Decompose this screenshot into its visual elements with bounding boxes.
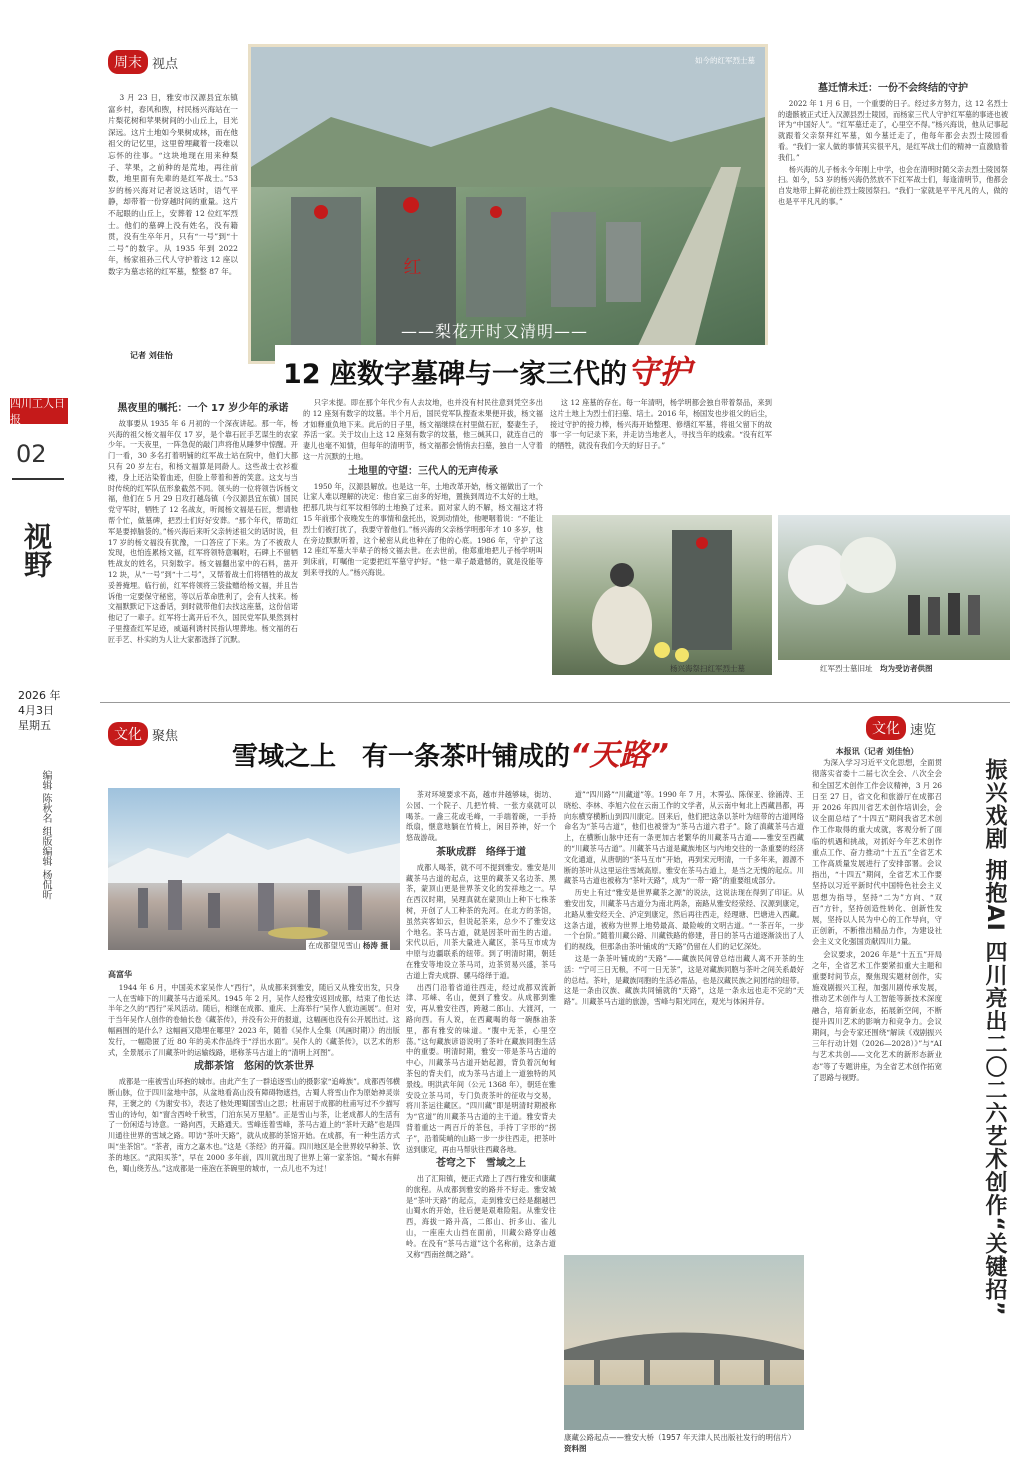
chengdu-illustration xyxy=(108,788,400,950)
tea-headline-main: 雪域之上 有一条茶叶铺成的 xyxy=(232,742,571,772)
weekend-tag-red: 周末 xyxy=(108,50,148,74)
tea-para-6: 出了汇阳镇，便正式踏上了西行雅安和康藏的旅程。从成都到雅安的路并不好走。雅安城是“茶叶天路”的起点，走到雅安已经是翻越巴山蜀水的开始，往后便是艰难险阻。从雅安往西，海拔一路升高，二郎山、折多山、雀儿山，一座座大山挡在面前，川藏公路穿山越岭。在没有“茶马古道”这个名称前，这条古道又称“西南丝绸之路”。 xyxy=(406,1174,556,1259)
tea-tag xyxy=(108,722,178,746)
brief-para-2: 会议要求，2026 年是“十五五”开局之年，全省艺术工作要紧扣重大主题和重要时间节点，聚焦现实题材创作，实施戏剧振兴工程，加强川剧传承发展，推动艺术创作与人工智能等新技术深度融合，培育新业态，拓展新空间，不断提升四川艺术的影响力和竞争力。会议期间，与会专家还围绕“解读《戏剧振兴三年行动计划（2026—2028）》”与“AI 与艺术共创——文化艺术的新形态新业态”等了专题讲座，为全省艺术创作拓宽了思路与视野。 xyxy=(812,949,942,1082)
weekend-byline: 记者 刘佳怡 xyxy=(130,351,173,360)
weekend-sub-1: 黑夜里的嘱托：一个 17 岁少年的承诺 xyxy=(117,403,289,414)
brief-vertical-headline: 振兴戏剧 拥抱AI 四川亮出二〇二六艺术创作“关键招” xyxy=(982,758,1007,1317)
weekend-intro-text: 3 月 23 日，雅安市汉源县宜东镇富乡村，春风和煦，村民杨兴海站在一片梨花树和苹果树间的小山丘上，目光深远。这片土地如今果树成林，而在他祖父的记忆里，这里曾埋藏着一段难以忘怀的往事。“这块地现在用来种梨子、苹果，之前种的是荒地，再往前数，地里面有先辈的是红军战士。”53 岁的杨兴海对记者说这话时，语气平静，却带着一份穿越时间的重量。这片不起眼的山丘上，安葬着 12 位红军烈士。他们的墓碑上没有姓名，没有籍贯，没有生卒年月，只有“一号”到“十二号”的数字。从 1935 年到 2022 年，杨家祖孙三代人守护着这 12 座以数字为墓志铭的红军墓，整整 87 年。 xyxy=(108,93,238,276)
chengdu-photo-caption xyxy=(306,940,390,951)
sweeping-photo xyxy=(552,515,772,675)
weekend-tag xyxy=(108,50,178,74)
tea-para-5: 出西门沿着省道往西走，经过成都双流新津、邛崃、名山，便到了雅安。从成都到雅安，再从雅安往西，跨越二郎山、大渡河，一路向西。有人说，在西藏喝的每一碗酥油茶里，都有雅安的味道。“腹中无茶，心里空荡。”这句藏族谚语说明了茶叶在藏族同胞生活中的重要。明清时期，雅安一带是茶马古道的中心，川藏茶马古道开始起源，背负着沉甸甸茶包的背夫们，成为茶马古道上一道独特的风景线。明洪武年间（公元 1368 年），朝廷在雅安设立茶马司，专门负责茶叶的征收与交易，将川茶运往藏区。“四川藏”即是明清时期被称为“官道”的川藏茶马古道的主干道。雅安背夫背着重达一两百斤的茶包，手持丁字形的“拐子”，沿着陡峭的山路一步一步往西走，把茶叶送到康定，再由马帮驮往西藏各地。 xyxy=(406,982,556,1154)
tea-headline xyxy=(232,730,669,774)
tea-sub-2: 茶耿成群 络绎于道 xyxy=(436,846,526,858)
tea-sub-3: 苍穹之下 雪域之上 xyxy=(436,1158,526,1170)
cemetery-photo xyxy=(248,44,768,364)
sweeping-illustration xyxy=(552,515,772,675)
old-site-photo xyxy=(778,515,1010,660)
weekend-headline-main: 12 座数字墓碑与一家三代的 xyxy=(283,359,627,390)
weekend-para-2: 只字未提。即在那个年代少有人去坟地，也并没有村民往意到凭空多出的 12 座刻有数字的坟墓。半个月后，国民党军队搜查未果便开拔，杨文福才如释重负地下来。此后的日子里，杨文福继续在村里做石匠，娶妻生子，养活一家。关于坟山上这 12 座刻有数字的坟墓，他三缄其口，就连自己的妻儿也毫不知情，但每年的清明节，杨文福都会悄悄去扫墓，独自一人守着这一片沉默的土地。 xyxy=(303,398,543,461)
svg-text:红: 红 xyxy=(400,257,422,275)
weekend-intro xyxy=(108,92,238,360)
masthead-logo: 四川工人日报 xyxy=(10,398,68,424)
cemetery-photo-caption: 如今的红军烈士墓 xyxy=(695,56,755,65)
tea-author: 高富华 xyxy=(108,970,132,979)
weekend-headline xyxy=(275,345,781,395)
weekend-headline-accent: 守护 xyxy=(626,353,691,391)
weekend-para-4: 这 12 座墓的存在。每一年清明，杨学明都会独自带着祭品，来到这片土地上为烈士们扫墓、培土。2016 年，杨国发也步祖父的后尘，接过守护的接力棒，杨兴海开始整理、修缮红军墓，将祖父留下的故事一字一句记录下来，并走访当地老人，寻找当年的线索。“没有红军的牺牲，就没有我们今天的好日子。” xyxy=(550,398,772,451)
issue-year: 2026 年 xyxy=(18,689,61,702)
tea-para-9: 这是一条茶叶铺成的“天路”——藏族民间曾总结出藏人离不开茶的生活：“宁可三日无粮，不可一日无茶”，这是对藏族同胞与茶叶之间关系最好的总结。茶叶，是藏族同胞的生活必需品，也是汉藏民族之间团结的纽带。这是一条由汉族、藏族共同铺就的“天路”，这是一条永远也走不完的“天路”。川藏茶马古道的旅游，雪峰与阳光同在，观光与体闲并存。 xyxy=(564,953,804,1007)
old-site-caption xyxy=(820,663,933,674)
brief-tag-red: 文化 xyxy=(866,716,906,740)
weekend-col-4 xyxy=(778,44,1008,514)
tea-para-4: 成都人喝茶，就不可不提到雅安。雅安是川藏茶马古道的起点，这里的藏茶又名边茶、黑茶，蒙顶山更是世界茶文化的发祥地之一。早在西汉时期，吴理真就在蒙顶山上种下七株茶树，开创了人工种茶的先河。在北方的茶馆，虽然宾客如云，但说起茶来，总少不了雅安这个地名。茶马古道，就是因茶叶而生的古道。宋代以后，川茶大量进入藏区，茶马互市成为中原与边疆联系的纽带。到了明清时期，朝廷在雅安等地设立茶马司，边茶贸易兴盛，茶马古道上背夫成群、骡马络绎于道。 xyxy=(406,862,556,980)
section-divider xyxy=(100,702,1010,703)
bridge-postcard xyxy=(564,1255,804,1430)
bridge-illustration xyxy=(564,1255,804,1430)
brief-col xyxy=(812,746,942,1456)
issue-weekday: 星期五 xyxy=(18,719,51,732)
tea-tag-black: 聚焦 xyxy=(152,728,179,744)
section-name: 视野 xyxy=(20,522,53,578)
weekend-para-6: 杨兴海的儿子杨永今年刚上中学，也会在清明时随父亲去烈士陵园祭扫。如今，53 岁的杨兴海仍然放不下红军战士们，每逢清明节，他都会自发地带上鲜花前往烈士陵园祭扫。“我们一家就是平平凡凡的人，做的也是平平凡凡的事。” xyxy=(778,164,1008,206)
weekend-col-2 xyxy=(303,398,543,692)
weekend-sub-2: 土地里的守望：三代人的无声传承 xyxy=(348,465,498,477)
bridge-caption-text: 康藏公路起点——雅安大桥（1957 年天津人民出版社发行的明信片） xyxy=(564,1433,796,1442)
weekend-col-1 xyxy=(108,400,298,690)
rail-divider xyxy=(12,478,64,480)
old-site-illustration xyxy=(778,515,1010,660)
issue-month-day: 4月3日 xyxy=(18,704,54,717)
weekend-para-3: 1950 年，汉源县解放。也是这一年，土地改革开始，杨文福做出了一个让家人难以理解的决定：他自家三亩多的好地，置换到周边不太好的土地，把那几块与红军坟相邻的土地换了过来。面对家人的不解，杨文福这才将 15 年前那个夜晚发生的事情和盘托出，说到动情处，他哽咽着说：“不能让烈士们被打扰了，我要守着他们。”杨兴海的父亲杨学明那年才 10 多岁，他在旁边默默听着，这个秘密从此也种在了他的心底。1986 年，守护了这 12 座红军墓大半辈子的杨文福去世。在去世前，他郑重地把儿子杨学明叫到床前，叮嘱他一定要把红军墓守护好。“他一辈子最遗憾的，就是没能等到来寻找的人。”杨兴海说。 xyxy=(303,481,543,577)
tea-para-8: 历史上有过“雅安是世界藏茶之源”的说法，这说法现在得到了印证。从雅安出发，川藏茶马古道分为南北两条，南路从雅安经荥经、汉源到康定，北路从雅安经天全、泸定到康定，然后再往西走，经理塘、巴塘进入西藏。这条古道，被称为世界上地势最高、最险峻的文明古道。“一茶百年，一步一个台阶。”随着川藏公路、川藏铁路的修建，昔日的茶马古道逐渐淡出了人们的视线，但那条由茶叶铺成的“天路”仍留在人们的记忆深处。 xyxy=(564,888,804,952)
brief-tag xyxy=(866,716,936,740)
old-site-caption-text: 红军烈士墓旧址 xyxy=(820,664,873,673)
tea-col-1 xyxy=(108,970,400,1460)
cemetery-illustration xyxy=(251,47,765,361)
chengdu-caption-text: 在成都望见雪山 xyxy=(308,941,361,950)
tea-para-2: 成都是一座被雪山环抱的城市。由此产生了一群追逐雪山的摄影家“追峰族”。成都西邻横断山脉，位于四川盆地中部，从盆地看高山没有障碍物遮挡，古蜀人将雪山作为原始神灵崇拜，王褒之的《为谢安书》，表达了他处理蜀国雪山之思；杜甫居于成都的杜甫写过不少描写雪山的诗句，如“窗含西岭千秋雪，门泊东吴万里船”。正是雪山与茶，让老成都人的生活有了一份闲适与诗意。一路向西，天路通天。雪峰连着雪峰，茶马古道上的“茶叶天路”也是四川通往世界的雪域之路。叩访“茶叶天路”，就从成都的茶馆开始。在成都，有一种生活方式叫“坐茶馆”。“茶者，南方之嘉木也。”这是《茶经》的开篇。四川地区是全世界较早种茶、饮茶的地区。“武阳买茶”，早在 2000 多年前，四川就出现了世界上第一家茶馆。“蜀水有鲜色，蜀山绕芳丛。”这成都是一座泡在茶碗里的城市，一点儿也不为过！ xyxy=(108,1077,400,1173)
tea-col-3 xyxy=(564,790,804,1250)
weekend-para-5: 2022 年 1 月 6 日，一个重要的日子。经过多方努力，这 12 名烈士的遗骸被正式迁入汉源县烈士陵园，而杨家三代人守护红军墓的事迹也被评为“中国好人”。“红军墓迁走了，心里空不得。”杨兴海说，他从记事起就跟着父亲祭拜红军墓，如今墓迁走了，他每年都会去烈士陵园看看。“我们一家人做的事情其实很平凡，是红军战士们的精神一直激励着我们。” xyxy=(778,98,1008,162)
bridge-credit: 资料图 xyxy=(564,1444,587,1453)
tea-para-7: 道”“四川路”“川藏道”等。1990 年 7 月，木霁弘、陈保亚、徐涌涛、王晓松、李林、李旭六位在云南工作的文学者，从云南中甸北上西藏昌都，再向东横穿横断山到四川康定。回来后，他们把这条以茶叶为纽带的古道网络命名为“茶马古道”，他们也被誉为“茶马古道六君子”。除了滇藏茶马古道上，在横断山脉中还有一条更加古老繁华的川藏茶马古道——雅安至西藏的“川藏茶马古道”。川藏茶马古道是藏族地区与内地交往的一条重要的经济文化通道，从唐朝的“茶马互市”开始，再到宋元明清，一千多年来，源源不断的茶叶从这里运往雪域高原。雅安在茶马古道上，是当之无愧的起点。川藏茶马古道也被称为“茶叶天路”，成为“一带一路”的重要组成部分。 xyxy=(564,790,804,886)
tea-sub-1: 成都茶馆 悠闲的饮茶世界 xyxy=(194,1061,314,1073)
editor-credits: 编辑 陈秋名 组版编辑 杨侃昕 xyxy=(40,770,51,900)
weekend-sub-3: 墓迁情未迁：一份不会终结的守护 xyxy=(818,83,968,94)
page-rail xyxy=(0,0,72,1475)
sweeping-photo-caption: 杨兴海祭扫红军烈士墓 xyxy=(670,664,745,673)
tea-para-1: 1944 年 6 月，中国美术家吴作人“西行”，从成都来到雅安，随后又从雅安出发，只身一人在雪峰下的川藏茶马古道采风。1945 年 2 月，吴作人经雅安返回成都，结束了他长达半年之久的“西行”采风活动。随后，相继在成都、重庆、上海举行“吴作人旅边画展”。但对于当年吴作人创作的卷轴长卷《藏茶传》，并没有公开的报道，这幅画也没有公开展出过。这幅画围的是什么？这幅画又隐埋在哪里？2023 年，随着《吴作人全集（风画时期）》的出版发行，一幅隐匿了近 80 年的美术作品终于“浮出水面”。吴作人的《藏茶传》，以艺术的形式，全景展示了川藏茶叶的运输线路，堪称茶马古道上的“清明上河图”。 xyxy=(108,982,400,1057)
weekend-col-3 xyxy=(550,398,772,508)
photo-credit: 均为受访者供图 xyxy=(880,664,933,673)
brief-tag-black: 速览 xyxy=(910,722,937,738)
brief-para-1: 为深入学习习近平文化思想，全面贯彻落实省委十二届七次全会、八次全会和全国艺术创作工作会议精神，3 月 26 日至 27 日，省文化和旅游厅在成都召开 2026 年四川省艺术创作培训会，会议全面总结了“十四五”期间我省艺术创作工作取得的重大成就，客观分析了面临的机遇和挑战，对抓好今年艺术创作重点工作、奋力推动“十五五”全省艺术工作高质量发展进行了安排部署。会议指出，“十四五”期间，全省艺术工作要坚持以习近平新时代中国特色社会主义思想为指导，坚持“二为”方向、“双百”方针，坚持创造性转化、创新性发展，坚持以人民为中心的工作导向，守正创新，不断推出精品力作，为建设社会主义文化强国贡献四川力量。 xyxy=(812,758,942,947)
weekend-tag-black: 视点 xyxy=(152,56,179,72)
issue-date xyxy=(18,688,61,733)
photographer: 杨涛 摄 xyxy=(362,941,389,950)
page-number: 02 xyxy=(16,440,47,468)
chengdu-photo xyxy=(108,788,400,950)
tea-para-3: 茶对环境要求不高，越市井越够味，街坊、公园、一个院子、几把竹椅、一张方桌就可以喝茶。一盏三花或毛峰，一手端着碗，一手持纸扇，惬意地躺在竹椅上，闲目养神，好一个悠哉游哉。 xyxy=(406,790,556,843)
tea-headline-accent: “天路” xyxy=(570,738,669,773)
tea-col-2 xyxy=(406,790,556,1460)
tea-tag-red: 文化 xyxy=(108,722,148,746)
brief-byline: 本报讯（记者 刘佳怡） xyxy=(835,747,919,756)
weekend-para-1: 故事要从 1935 年 6 月初的一个深夜讲起。那一年，杨兴海的祖父杨文福年仅 17 岁，是个靠石匠手艺谋生的农家少年。一天夜里，一阵急促的敲门声将他从睡梦中惊醒。开门一看，30 多名打着明铺的红军战士站在院中，他们大都只有 20 岁左右，和杨文福算是同龄人。这些战士衣衫褴褛，身上还沾染着血迹，但脸上带着和善的笑意。这支与当时传统的红军队伍形象截然不同。领头的一位将领告诉杨文福，他们在 5 月 29 日攻打越岛镇（今汉源县宜东镇）国民党守军时，牺牲了 12 名战友，听闻杨文福是石匠，想请他帮个忙，做墓碑，把烈士们好好安葬。“那个年代，帮助红军是要掉脑袋的。”杨兴海后来听父亲转述祖父的话时说，但 17 岁的杨文福没有犹豫，一口答应了下来。为了不被敌人发现，也怕连累杨文福，红军将领特意嘱咐，石碑上不留牺牲战友的姓名，只刻数字。杨文福翻出家中的石料，凿开 12 块，从“一号”到“十二号”，又帮着战士们将牺牲的战友妥善掩埋。临行前，红军将领将三袋盐赠给杨文福，并且告诉他一定要保守秘密，等以后革命胜利了，会有人找来。杨文福默默记下这番话，到时就带他们去找这座墓，这份信诺他记了一辈子。红军将士离开后不久，国民党军队果然到村子里搜查红军足迹，威逼利诱村民指认埋葬地。杨文福的石匠手艺、朴实的为人让大家都选择了沉默。 xyxy=(108,418,298,644)
weekend-kicker: ——梨花开时又清明—— xyxy=(401,322,589,341)
bridge-caption xyxy=(564,1432,804,1454)
